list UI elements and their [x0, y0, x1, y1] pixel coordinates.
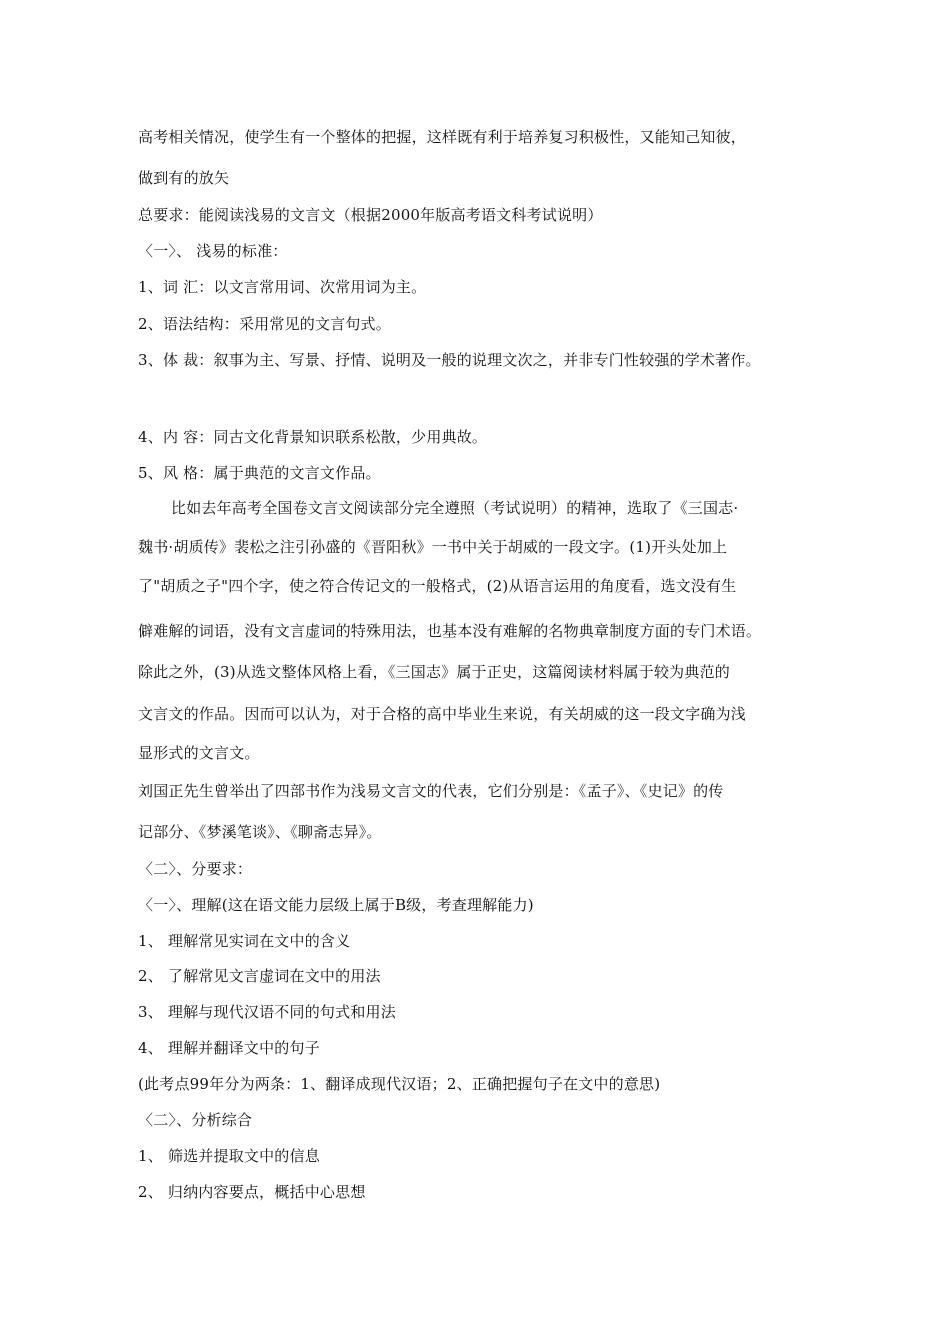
section1-heading: 〈一〉、 浅易的标准：	[138, 242, 288, 260]
example-paragraph-line: 文言文的作品。因而可以认为，对于合格的高中毕业生来说，有关胡威的这一段文字确为浅	[138, 705, 747, 723]
example-paragraph-line: 比如去年高考全国卷文言文阅读部分完全遵照（考试说明）的精神，选取了《三国志·	[171, 499, 739, 517]
example-paragraph-line: 僻难解的词语，没有文言虚词的特殊用法，也基本没有难解的名物典章制度方面的专门术语。	[138, 622, 762, 640]
standard-item-vocabulary: 1、词 汇：以文言常用词、次常用词为主。	[138, 278, 427, 296]
understanding-note: (此考点99年分为两条：1、翻译成现代汉语；2、正确把握句子在文中的意思)	[138, 1075, 661, 1093]
understanding-item: 1、 理解常见实词在文中的含义	[138, 932, 351, 950]
analysis-item: 2、 归纳内容要点，概括中心思想	[138, 1183, 366, 1201]
subsection-understanding-heading: 〈一〉、理解(这在语文能力层级上属于B级，考查理解能力)	[138, 896, 534, 914]
standard-item-grammar: 2、语法结构：采用常见的文言句式。	[138, 315, 391, 333]
intro-line-1: 高考相关情况，使学生有一个整体的把握，这样既有利于培养复习积极性，又能知己知彼，	[138, 128, 747, 146]
liu-paragraph-line: 记部分、《梦溪笔谈》、《聊斋志异》。	[138, 823, 382, 841]
general-requirement: 总要求：能阅读浅易的文言文（根据2000年版高考语文科考试说明）	[138, 206, 603, 224]
example-paragraph-line: 显形式的文言文。	[138, 744, 260, 762]
standard-item-style: 5、风 格：属于典范的文言文作品。	[138, 464, 381, 482]
standard-item-content: 4、内 容：同古文化背景知识联系松散，少用典故。	[138, 428, 488, 446]
example-paragraph-line: 魏书·胡质传》裴松之注引孙盛的《晋阳秋》一书中关于胡威的一段文字。(1)开头处加上	[138, 538, 728, 556]
understanding-item: 4、 理解并翻译文中的句子	[138, 1039, 320, 1057]
section2-heading: 〈二〉、分要求：	[138, 860, 253, 878]
subsection-analysis-heading: 〈二〉、分析综合	[138, 1111, 253, 1129]
example-paragraph-line: 除此之外，(3)从选文整体风格上看，《三国志》属于正史，这篇阅读材料属于较为典范的	[138, 663, 730, 681]
analysis-item: 1、 筛选并提取文中的信息	[138, 1147, 320, 1165]
example-paragraph-line: 了"胡质之子"四个字，使之符合传记文的一般格式，(2)从语言运用的角度看，选文没有生	[138, 577, 737, 595]
liu-paragraph-line: 刘国正先生曾举出了四部书作为浅易文言文的代表，它们分别是：《孟子》、《史记》的传	[138, 782, 724, 800]
understanding-item: 2、 了解常见文言虚词在文中的用法	[138, 967, 381, 985]
understanding-item: 3、 理解与现代汉语不同的句式和用法	[138, 1003, 396, 1021]
standard-item-genre: 3、体 裁：叙事为主、写景、抒情、说明及一般的说理文次之，并非专门性较强的学术著作。	[138, 351, 761, 369]
intro-line-2: 做到有的放矢	[138, 169, 230, 187]
